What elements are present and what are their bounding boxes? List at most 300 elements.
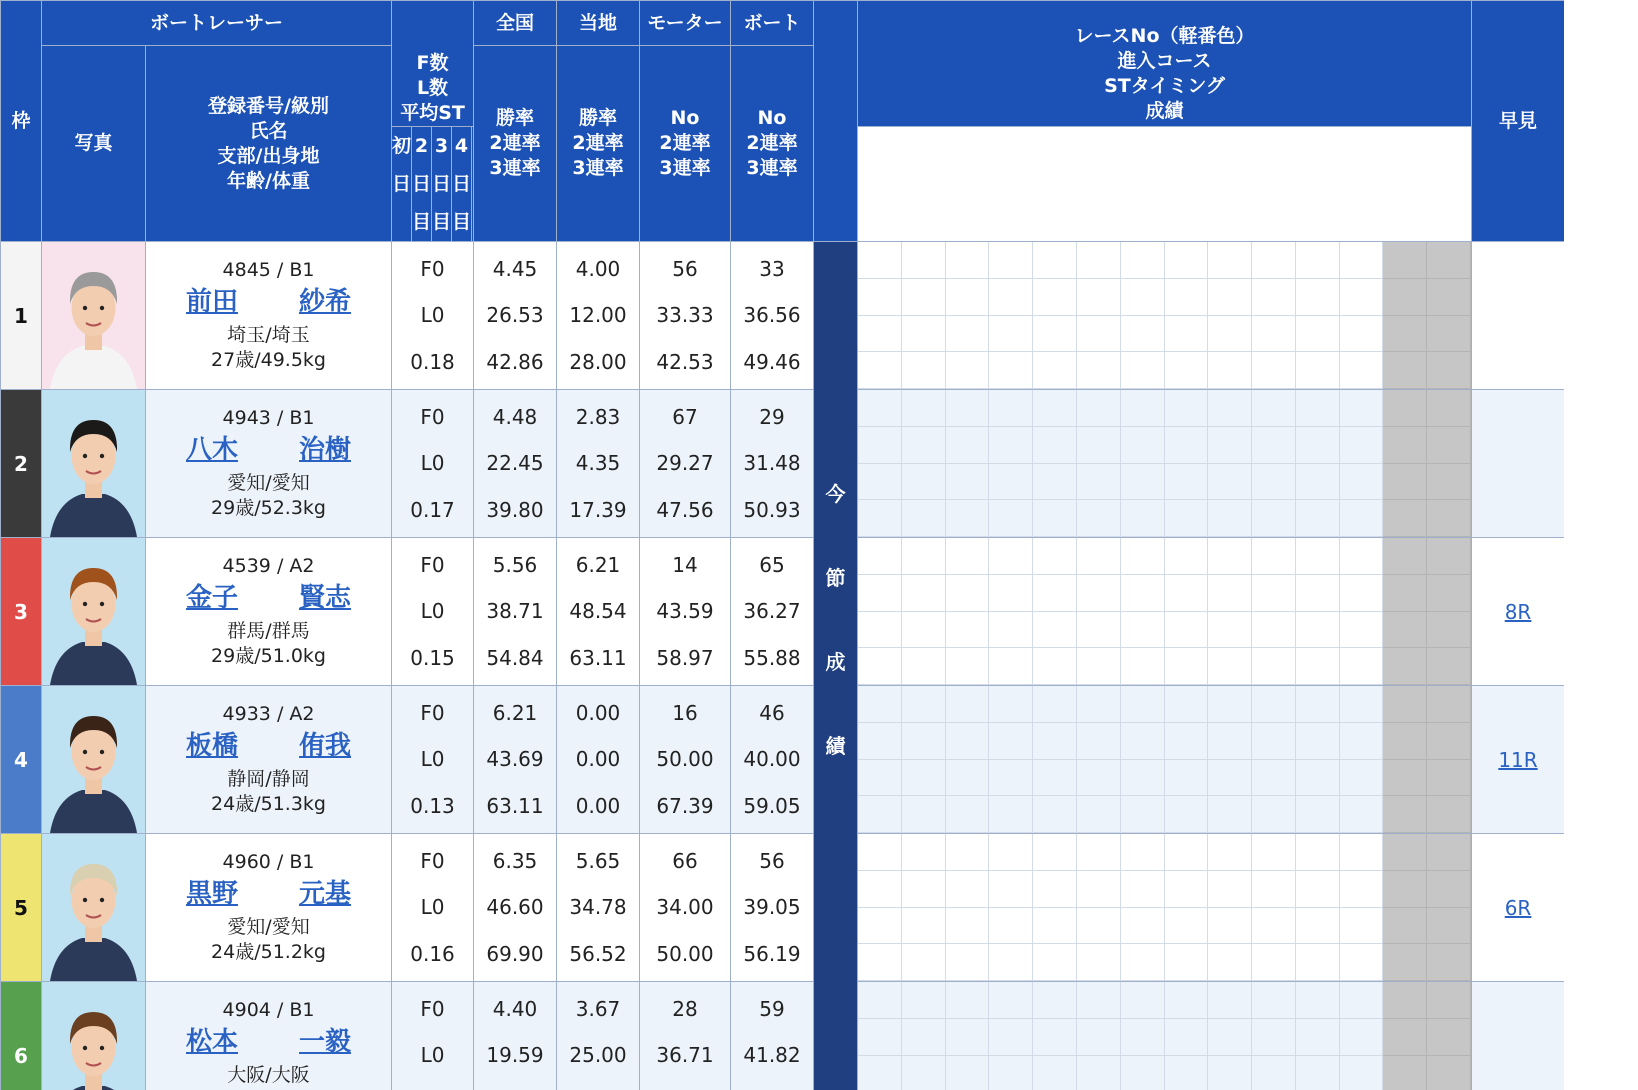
result-cell [946, 538, 990, 575]
result-cell [1121, 390, 1165, 427]
nat-value-1: 4.45 [492, 256, 538, 281]
waku-number: 3 [1, 538, 42, 686]
result-cell [1252, 427, 1296, 464]
result-cell [1383, 279, 1427, 316]
result-cell [858, 944, 902, 981]
result-cell [1340, 390, 1384, 427]
l-count: L0 [420, 599, 445, 624]
boat-value-2: 36.56 [743, 303, 801, 328]
loc-value-1: 2.83 [575, 404, 621, 429]
result-cell [1077, 352, 1121, 389]
result-cell [1077, 1019, 1121, 1056]
result-cell [1427, 760, 1471, 797]
racer-reg-class: 4539 / A2 [222, 555, 315, 577]
loc-value-1: 0.00 [575, 700, 621, 725]
racer-name-link[interactable] [146, 283, 391, 323]
result-cell [1340, 686, 1384, 723]
result-cell [1252, 242, 1296, 279]
racer-info [146, 390, 392, 538]
header-2ren-rate: 2連率 [746, 132, 798, 154]
konsetsu-char: 今 [825, 482, 846, 506]
result-cell [1340, 760, 1384, 797]
result-cell [1077, 538, 1121, 575]
nat-value-1: 4.48 [492, 404, 538, 429]
header-konsetsu-spacer [814, 1, 858, 242]
result-cell [858, 500, 902, 537]
result-cell [1296, 908, 1340, 945]
f-count: F0 [420, 848, 445, 873]
header-win-rate: 勝率 [496, 107, 535, 129]
result-cell [1208, 538, 1252, 575]
racer-name-link[interactable] [146, 579, 391, 619]
result-cell [1427, 944, 1471, 981]
racer-age-weight: 29歳/51.0kg [211, 645, 326, 667]
result-cell [902, 908, 946, 945]
loc-value-1: 3.67 [575, 996, 621, 1021]
racer-photo[interactable] [42, 982, 146, 1090]
boat-rates-cell [731, 982, 814, 1090]
racer-given-name: 侑我 [299, 731, 352, 761]
racer-name-link[interactable] [146, 875, 391, 915]
racer-family-name: 板橋 [186, 731, 239, 761]
result-cell [902, 944, 946, 981]
loc-value-2: 4.35 [575, 451, 621, 476]
result-cell [1383, 723, 1427, 760]
result-cell [1208, 500, 1252, 537]
result-cell [1252, 796, 1296, 833]
result-cell [1383, 871, 1427, 908]
result-cell [1340, 612, 1384, 649]
result-cell [946, 352, 990, 389]
boat-value-1: 59 [759, 996, 785, 1021]
avg-st: 0.13 [410, 794, 455, 819]
result-cell [1208, 982, 1252, 1019]
result-cell [1033, 390, 1077, 427]
result-cell [1121, 242, 1165, 279]
motor-value-2: 50.00 [656, 747, 714, 772]
result-cell [1427, 648, 1471, 685]
racer-row [1, 390, 1565, 538]
racer-given-name: 紗希 [299, 287, 352, 317]
result-cell [858, 538, 902, 575]
loc-value-3: 28.00 [569, 350, 627, 375]
nat-value-2: 26.53 [486, 303, 544, 328]
result-cell [1208, 316, 1252, 353]
header-result: 成績 [1145, 99, 1184, 122]
boat-rates-cell [731, 686, 814, 834]
result-cell [1121, 796, 1165, 833]
result-cell [1121, 686, 1165, 723]
result-cell [1252, 648, 1296, 685]
loc-rates-cell [557, 834, 640, 982]
header-3ren-rate: 3連率 [572, 157, 624, 179]
waku-number: 5 [1, 834, 42, 982]
result-cell [1296, 871, 1340, 908]
racer-photo[interactable] [42, 834, 146, 982]
result-cell [989, 464, 1033, 501]
l-count: L0 [420, 895, 445, 920]
header-3ren-rate: 3連率 [659, 157, 711, 179]
motor-value-1: 56 [672, 256, 698, 281]
nat-value-2: 19.59 [486, 1043, 544, 1068]
racer-reg-class: 4943 / B1 [222, 407, 315, 429]
result-cell [1077, 871, 1121, 908]
result-cell [1296, 500, 1340, 537]
result-cell [1427, 723, 1471, 760]
motor-rates-cell [640, 390, 731, 538]
result-cell [989, 908, 1033, 945]
result-cell [1296, 352, 1340, 389]
result-cell [1427, 464, 1471, 501]
result-cell [989, 871, 1033, 908]
result-cell [1165, 352, 1209, 389]
result-cell [1165, 279, 1209, 316]
result-cell [1121, 760, 1165, 797]
result-cell [902, 796, 946, 833]
result-cell [1252, 1056, 1296, 1090]
result-cell [1208, 612, 1252, 649]
result-cell [1427, 612, 1471, 649]
result-cell [1427, 1019, 1471, 1056]
result-cell [1296, 316, 1340, 353]
motor-value-1: 66 [672, 848, 698, 873]
result-cell [902, 427, 946, 464]
result-cell [1252, 908, 1296, 945]
f-l-st-cell [392, 982, 474, 1090]
nat-value-2: 43.69 [486, 747, 544, 772]
nat-value-3: 39.80 [486, 498, 544, 523]
result-cell [1033, 612, 1077, 649]
racer-info [146, 982, 392, 1090]
result-cell [1252, 390, 1296, 427]
konsetsu-char: 績 [825, 734, 846, 758]
result-cell [989, 279, 1033, 316]
hayami-link[interactable]: 6R [1504, 895, 1532, 920]
result-cell [946, 760, 990, 797]
racer-photo-image [42, 390, 145, 537]
result-cell [1427, 390, 1471, 427]
result-cell [1296, 944, 1340, 981]
result-cell [1121, 871, 1165, 908]
result-cell [1340, 500, 1384, 537]
result-cell [1427, 796, 1471, 833]
result-cell [1165, 464, 1209, 501]
nat-rates-cell [474, 686, 557, 834]
header-day-5 [472, 127, 473, 241]
result-cell [1033, 871, 1077, 908]
result-cell [989, 760, 1033, 797]
motor-rates-cell [640, 834, 731, 982]
racer-name-link[interactable] [146, 727, 391, 767]
motor-rates-cell [640, 242, 731, 390]
nat-value-3: 42.86 [486, 350, 544, 375]
waku-number: 1 [1, 242, 42, 390]
result-cell [1121, 982, 1165, 1019]
result-cell [1033, 500, 1077, 537]
result-cell [1340, 1056, 1384, 1090]
racer-photo[interactable] [42, 390, 146, 538]
header-3ren-rate: 3連率 [746, 157, 798, 179]
result-cell [1165, 575, 1209, 612]
result-cell [989, 242, 1033, 279]
result-cell [1208, 464, 1252, 501]
header-st-timing: STタイミング [1104, 74, 1225, 97]
header-course: 進入コース [1117, 49, 1212, 72]
boat-value-2: 40.00 [743, 747, 801, 772]
hayami-link[interactable]: 8R [1504, 599, 1532, 624]
result-cell [989, 1056, 1033, 1090]
result-cell [989, 612, 1033, 649]
result-cell [1383, 1056, 1427, 1090]
loc-value-3: 0.00 [575, 794, 621, 819]
result-cell [1383, 612, 1427, 649]
nat-rates-cell [474, 538, 557, 686]
loc-value-3: 63.11 [569, 646, 627, 671]
result-cell [1033, 982, 1077, 1019]
result-cell [1296, 648, 1340, 685]
result-cell [1077, 575, 1121, 612]
nat-value-3: 54.84 [486, 646, 544, 671]
header-boat-racer: ボートレーサー [42, 1, 392, 46]
result-cell [902, 390, 946, 427]
result-cell [1033, 686, 1077, 723]
header-win-rate: 勝率 [579, 107, 618, 129]
header-3ren-rate: 3連率 [489, 157, 541, 179]
header-race-info [858, 1, 1472, 127]
result-cell [902, 723, 946, 760]
result-cell [946, 575, 990, 612]
result-cell [989, 1019, 1033, 1056]
racer-age-weight: 24歳/51.3kg [211, 793, 326, 815]
result-cell [1208, 390, 1252, 427]
header-waku: 枠 [1, 1, 42, 242]
result-cell [1077, 908, 1121, 945]
result-cell [989, 686, 1033, 723]
racer-given-name: 一毅 [299, 1027, 352, 1057]
nat-value-1: 6.35 [492, 848, 538, 873]
boat-rates-cell [731, 834, 814, 982]
result-cell [858, 1019, 902, 1056]
header-race-no: レースNo（軽番色） [1074, 24, 1255, 47]
motor-value-3: 50.00 [656, 942, 714, 967]
motor-value-3: 47.56 [656, 498, 714, 523]
result-cell [1077, 390, 1121, 427]
result-cell [1121, 464, 1165, 501]
result-cell [1427, 575, 1471, 612]
result-cell [946, 834, 990, 871]
result-cell [1208, 279, 1252, 316]
result-cell [1165, 390, 1209, 427]
result-cell [1252, 723, 1296, 760]
result-cell [1383, 427, 1427, 464]
result-cell [946, 686, 990, 723]
result-cell [1296, 279, 1340, 316]
result-cell [1427, 1056, 1471, 1090]
result-cell [1383, 1019, 1427, 1056]
racer-name-link[interactable] [146, 1023, 391, 1063]
f-count: F0 [420, 552, 445, 577]
result-cell [1296, 612, 1340, 649]
motor-value-3: 67.39 [656, 794, 714, 819]
result-cell [902, 352, 946, 389]
result-cell [1033, 648, 1077, 685]
result-cell [1252, 1019, 1296, 1056]
boat-rates-cell [731, 242, 814, 390]
racer-row [1, 982, 1565, 1090]
result-cell [1033, 1019, 1077, 1056]
result-cell [1165, 834, 1209, 871]
result-cell [1121, 648, 1165, 685]
result-cell [1033, 352, 1077, 389]
result-cell [1427, 500, 1471, 537]
result-cell [1340, 352, 1384, 389]
result-cell [946, 1019, 990, 1056]
header-motor: モーター [640, 1, 731, 46]
result-cell [946, 464, 990, 501]
header-boat-rates [731, 46, 814, 242]
result-cell [902, 464, 946, 501]
konsetsu-char: 節 [825, 566, 846, 590]
nat-rates-cell [474, 242, 557, 390]
loc-value-1: 5.65 [575, 848, 621, 873]
racer-row [1, 538, 1565, 686]
hayami-link[interactable]: 11R [1498, 747, 1538, 772]
loc-value-2: 48.54 [569, 599, 627, 624]
result-cell [1252, 982, 1296, 1019]
racer-photo-image [42, 834, 145, 981]
racer-family-name: 金子 [186, 583, 239, 613]
konsetsu-results-grid [858, 834, 1472, 982]
result-cell [1165, 242, 1209, 279]
result-cell [1383, 390, 1427, 427]
konsetsu-results-grid [858, 982, 1472, 1090]
result-cell [946, 316, 990, 353]
header-local: 当地 [557, 1, 640, 46]
result-cell [1033, 723, 1077, 760]
result-cell [1121, 612, 1165, 649]
result-cell [1033, 464, 1077, 501]
nat-rates-cell [474, 390, 557, 538]
f-count: F0 [420, 996, 445, 1021]
result-cell [1252, 279, 1296, 316]
result-cell [858, 316, 902, 353]
konsetsu-results-grid [858, 390, 1472, 538]
result-cell [1252, 944, 1296, 981]
result-cell [858, 464, 902, 501]
racer-name-link[interactable] [146, 431, 391, 471]
result-cell [902, 500, 946, 537]
result-cell [1427, 686, 1471, 723]
result-cell [1121, 352, 1165, 389]
racer-photo[interactable] [42, 686, 146, 834]
result-cell [1340, 871, 1384, 908]
result-cell [1033, 242, 1077, 279]
boat-value-1: 29 [759, 404, 785, 429]
result-cell [902, 575, 946, 612]
result-cell [946, 612, 990, 649]
result-cell [1383, 242, 1427, 279]
racer-given-name: 賢志 [299, 583, 352, 613]
racer-given-name: 元基 [299, 879, 352, 909]
result-cell [858, 1056, 902, 1090]
result-cell [1077, 242, 1121, 279]
result-cell [1208, 796, 1252, 833]
result-cell [1121, 723, 1165, 760]
racer-photo[interactable] [42, 538, 146, 686]
result-cell [1208, 352, 1252, 389]
result-cell [1383, 834, 1427, 871]
f-l-st-cell [392, 390, 474, 538]
motor-value-1: 16 [672, 700, 698, 725]
loc-value-2: 0.00 [575, 747, 621, 772]
result-cell [1252, 500, 1296, 537]
f-l-st-cell [392, 242, 474, 390]
result-cell [1077, 944, 1121, 981]
result-cell [1252, 575, 1296, 612]
avg-st: 0.17 [410, 498, 455, 523]
result-cell [1383, 760, 1427, 797]
boat-value-1: 46 [759, 700, 785, 725]
result-cell [1208, 760, 1252, 797]
result-cell [989, 316, 1033, 353]
result-cell [1033, 908, 1077, 945]
motor-value-2: 43.59 [656, 599, 714, 624]
racer-reg-class: 4845 / B1 [222, 259, 315, 281]
waku-number: 2 [1, 390, 42, 538]
motor-value-2: 36.71 [656, 1043, 714, 1068]
result-cell [1252, 464, 1296, 501]
loc-value-2: 34.78 [569, 895, 627, 920]
result-cell [989, 538, 1033, 575]
racer-photo-image [42, 982, 145, 1090]
nat-value-2: 22.45 [486, 451, 544, 476]
result-cell [1383, 908, 1427, 945]
result-cell [1252, 538, 1296, 575]
result-cell [902, 1056, 946, 1090]
motor-value-2: 34.00 [656, 895, 714, 920]
result-cell [1340, 316, 1384, 353]
motor-rates-cell [640, 982, 731, 1090]
result-cell [1077, 686, 1121, 723]
result-cell [1340, 242, 1384, 279]
racer-photo[interactable] [42, 242, 146, 390]
racer-age-weight: 27歳/49.5kg [211, 349, 326, 371]
result-cell [858, 390, 902, 427]
result-cell [1383, 648, 1427, 685]
header-2ren-rate: 2連率 [489, 132, 541, 154]
result-cell [1165, 316, 1209, 353]
result-cell [1427, 982, 1471, 1019]
result-cell [1296, 834, 1340, 871]
result-cell [1340, 796, 1384, 833]
loc-rates-cell [557, 390, 640, 538]
result-cell [989, 500, 1033, 537]
result-cell [989, 427, 1033, 464]
result-cell [946, 242, 990, 279]
result-cell [902, 834, 946, 871]
result-cell [1427, 352, 1471, 389]
boat-value-1: 56 [759, 848, 785, 873]
result-cell [1296, 982, 1340, 1019]
boat-value-3: 50.93 [743, 498, 801, 523]
result-cell [1121, 944, 1165, 981]
loc-rates-cell [557, 982, 640, 1090]
result-cell [858, 575, 902, 612]
konsetsu-results-grid [858, 686, 1472, 834]
result-cell [902, 686, 946, 723]
loc-value-1: 6.21 [575, 552, 621, 577]
result-cell [1383, 352, 1427, 389]
